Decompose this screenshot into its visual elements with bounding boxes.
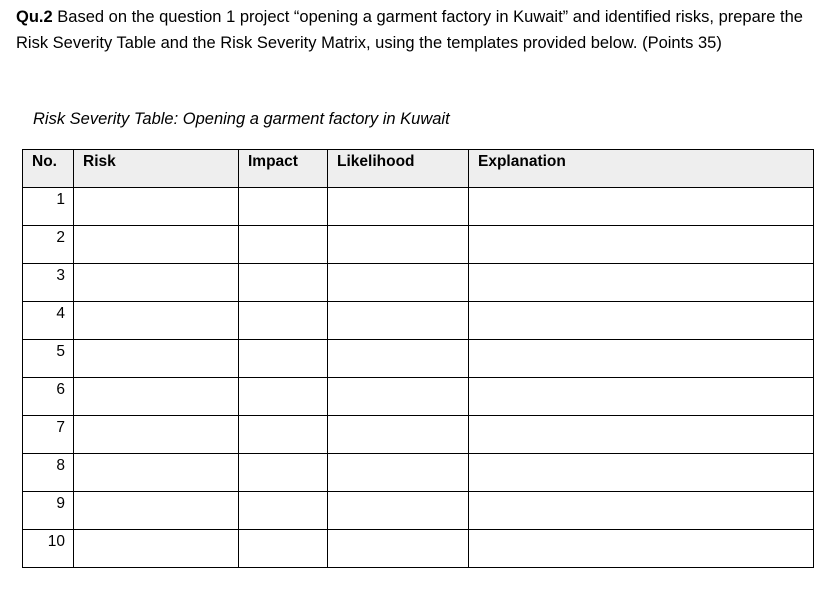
row-number: 5 xyxy=(23,340,74,378)
impact-cell[interactable] xyxy=(239,530,328,568)
row-number: 6 xyxy=(23,378,74,416)
explanation-cell[interactable] xyxy=(469,416,814,454)
impact-cell[interactable] xyxy=(239,340,328,378)
impact-cell[interactable] xyxy=(239,226,328,264)
risk-cell[interactable] xyxy=(74,340,239,378)
likelihood-cell[interactable] xyxy=(328,340,469,378)
explanation-cell[interactable] xyxy=(469,264,814,302)
risk-cell[interactable] xyxy=(74,416,239,454)
table-row xyxy=(23,378,814,416)
row-number: 9 xyxy=(23,492,74,530)
row-number: 3 xyxy=(23,264,74,302)
risk-cell[interactable] xyxy=(74,454,239,492)
table-row xyxy=(23,226,814,264)
likelihood-cell[interactable] xyxy=(328,188,469,226)
table-header-row xyxy=(23,150,814,188)
likelihood-cell[interactable] xyxy=(328,378,469,416)
impact-cell[interactable] xyxy=(239,378,328,416)
row-number: 4 xyxy=(23,302,74,340)
risk-cell[interactable] xyxy=(74,302,239,340)
risk-severity-table xyxy=(22,149,814,568)
row-number: 2 xyxy=(23,226,74,264)
explanation-cell[interactable] xyxy=(469,378,814,416)
table-row xyxy=(23,530,814,568)
explanation-cell[interactable] xyxy=(469,302,814,340)
impact-cell[interactable] xyxy=(239,416,328,454)
header-impact: Impact xyxy=(239,150,328,188)
row-number: 7 xyxy=(23,416,74,454)
likelihood-cell[interactable] xyxy=(328,530,469,568)
risk-cell[interactable] xyxy=(74,530,239,568)
likelihood-cell[interactable] xyxy=(328,416,469,454)
explanation-cell[interactable] xyxy=(469,340,814,378)
risk-cell[interactable] xyxy=(74,492,239,530)
table-row xyxy=(23,492,814,530)
table-row xyxy=(23,264,814,302)
question-text: Based on the question 1 project “opening a garment factory in Kuwait” and identified risks, prepare the Risk Severity Table and the Risk Severity Matrix, using the templates provided below. (Points 35) xyxy=(16,8,803,52)
likelihood-cell[interactable] xyxy=(328,454,469,492)
table-caption: Risk Severity Table: Opening a garment factory in Kuwait xyxy=(33,110,450,128)
question-label: Qu.2 xyxy=(16,8,53,26)
table-row xyxy=(23,188,814,226)
header-risk: Risk xyxy=(74,150,239,188)
explanation-cell[interactable] xyxy=(469,454,814,492)
question-paragraph xyxy=(16,4,816,56)
impact-cell[interactable] xyxy=(239,454,328,492)
explanation-cell[interactable] xyxy=(469,492,814,530)
table-row xyxy=(23,416,814,454)
table-row xyxy=(23,302,814,340)
table-row xyxy=(23,454,814,492)
header-explanation: Explanation xyxy=(469,150,814,188)
risk-cell[interactable] xyxy=(74,378,239,416)
impact-cell[interactable] xyxy=(239,188,328,226)
risk-cell[interactable] xyxy=(74,188,239,226)
row-number: 10 xyxy=(23,530,74,568)
impact-cell[interactable] xyxy=(239,264,328,302)
explanation-cell[interactable] xyxy=(469,226,814,264)
explanation-cell[interactable] xyxy=(469,530,814,568)
explanation-cell[interactable] xyxy=(469,188,814,226)
likelihood-cell[interactable] xyxy=(328,302,469,340)
risk-cell[interactable] xyxy=(74,226,239,264)
table-row xyxy=(23,340,814,378)
likelihood-cell[interactable] xyxy=(328,264,469,302)
row-number: 1 xyxy=(23,188,74,226)
row-number: 8 xyxy=(23,454,74,492)
likelihood-cell[interactable] xyxy=(328,492,469,530)
header-no: No. xyxy=(23,150,74,188)
likelihood-cell[interactable] xyxy=(328,226,469,264)
header-likelihood: Likelihood xyxy=(328,150,469,188)
risk-cell[interactable] xyxy=(74,264,239,302)
impact-cell[interactable] xyxy=(239,492,328,530)
impact-cell[interactable] xyxy=(239,302,328,340)
